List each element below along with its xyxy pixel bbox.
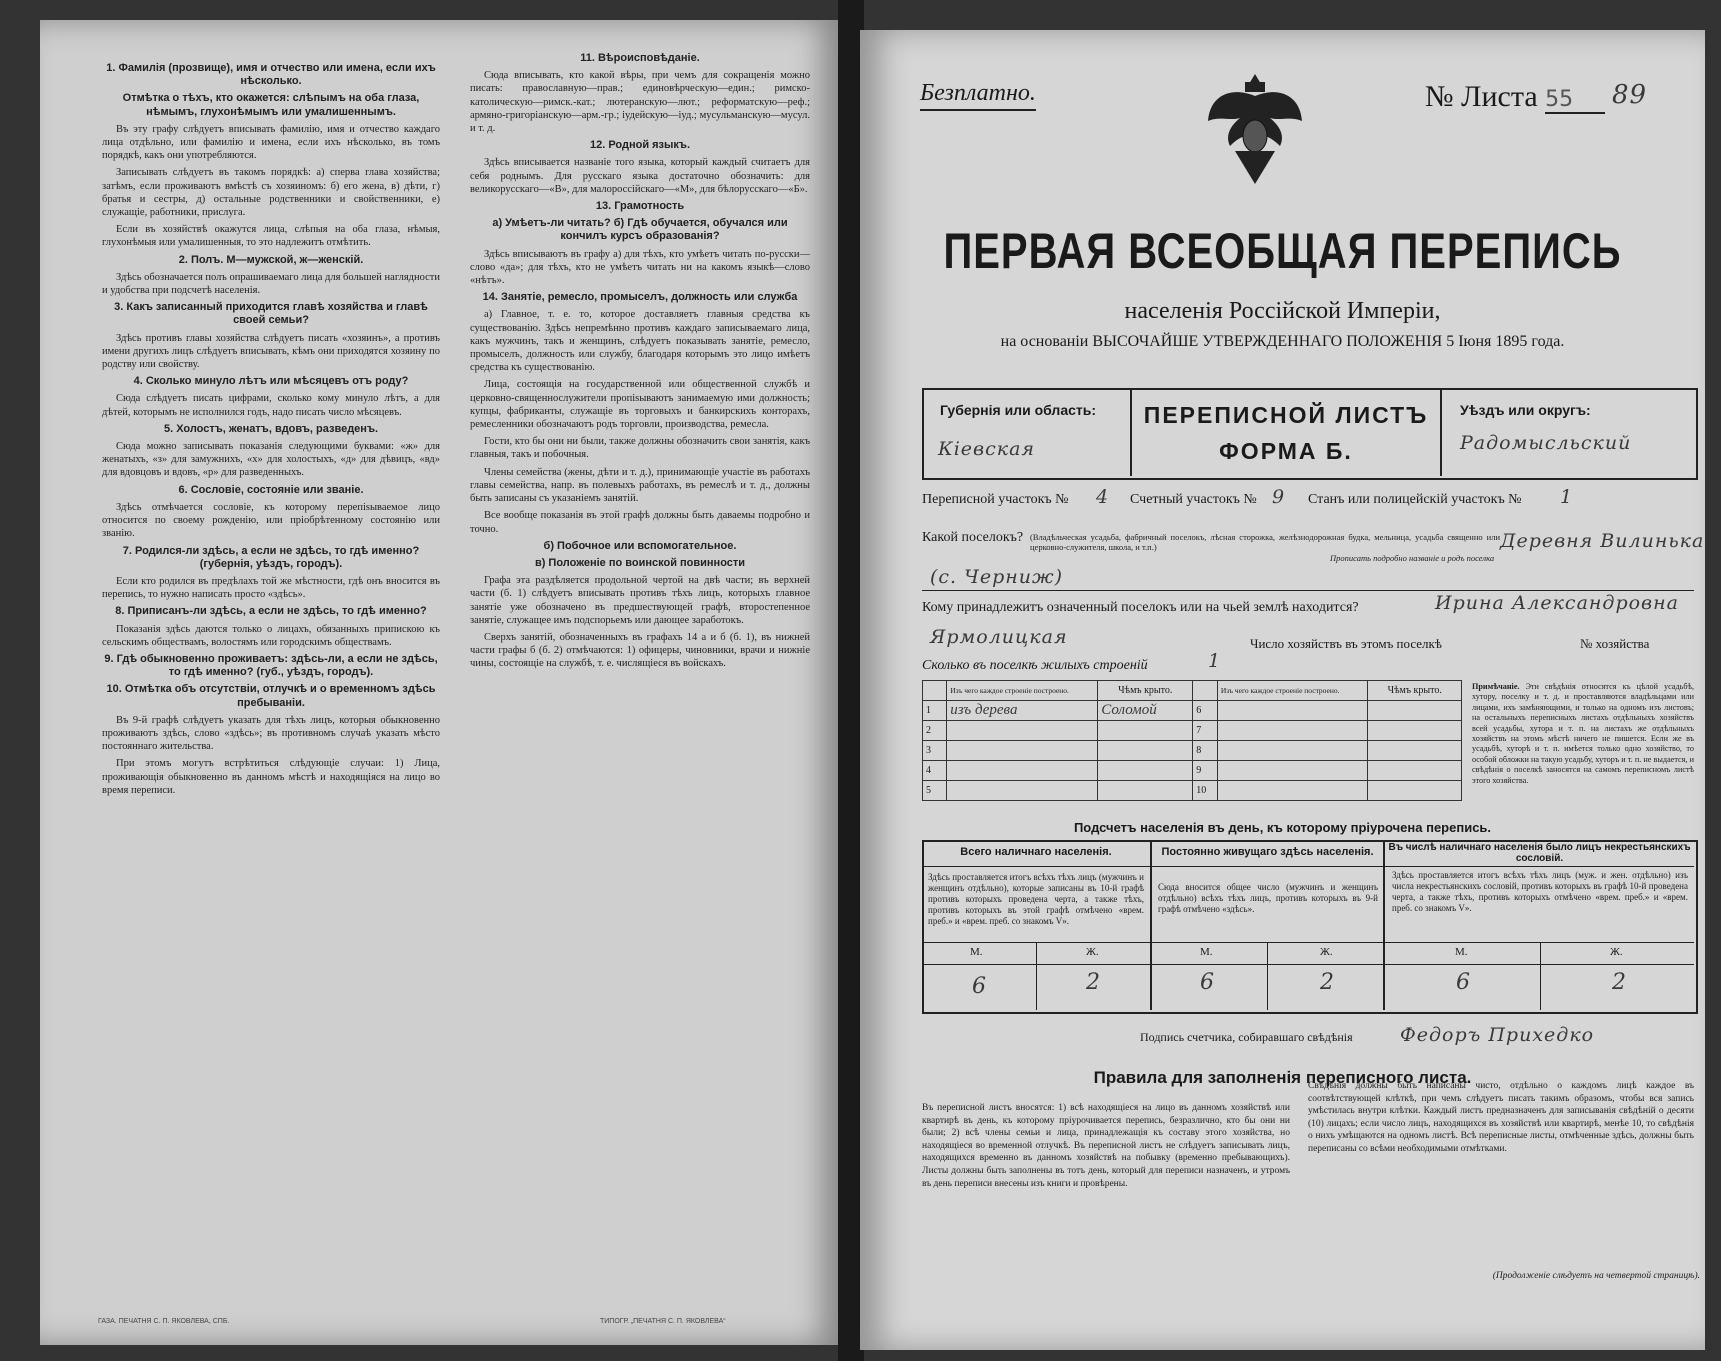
sheet-number	[1425, 80, 1605, 114]
row-number: 4	[923, 761, 947, 781]
divider	[1540, 942, 1541, 1010]
census-subtitle: населенія Россійской Имперіи,	[1124, 298, 1441, 324]
sheet-number-label: № Листа	[1425, 80, 1538, 113]
instruction-paragraph: Сюда слѣдуетъ писать цифрами, сколько кому минуло лѣтъ, а для дѣтей, которымъ не исполнился годъ, надо писать число мѣсяцевъ.	[102, 393, 440, 418]
guberniya-label: Губернія или область:	[940, 402, 1097, 418]
row-number: 3	[923, 741, 947, 761]
pop-perm-m-label: М.	[1200, 946, 1213, 958]
owner-value-line2: Ярмолицкая	[930, 626, 1068, 648]
row-number: 1	[923, 701, 947, 721]
instruction-paragraph: Здѣсь вписывается названіе того языка, который каждый считаетъ для себя роднымъ. Для русскаго языка достаточно обозначить: для великорусскаго—«В», для малороссійскаго—«М», для бѣлорусскаго—«Б».	[470, 157, 810, 195]
instruction-paragraph: Сюда можно записывать показанія следующими буквами: «ж» для женатыхъ, «з» для замужнихъ, «х» для холостыхъ, «д» для дѣвицъ, «вд» для вдовцовъ и вдовъ, «р» для разведенныхъ.	[102, 441, 440, 479]
instruction-paragraph: Здѣсь вписываютъ въ графу а) для тѣхъ, кто умѣетъ читать по-русски—слово «да»; для тѣхъ, кто не умѣетъ читать ни на какомъ языкѣ—слово «нѣтъ».	[470, 248, 810, 287]
pop-desc-total: Здѣсь проставляется итогъ всѣхъ тѣхъ лицъ (мужчинъ и женщинъ отдѣльно), которые записаны въ 10-й графѣ противъ которыхъ проведена черта, а также тѣхъ, противъ которыхъ въ этой графѣ отмѣчено «врем. преб.» и «врем. преб. со знакомъ V».	[928, 872, 1144, 926]
divider	[1036, 942, 1037, 1010]
instruction-paragraph: Графа эта раздѣляется продольной чертой на двѣ части; въ верхней части (б. 1) слѣдуетъ вписывать противъ тѣхъ лицъ, которыхъ главное занятіе уже обозначено въ предшествующей графѣ, второстепенное занятіе, служащее имъ подспорьемъ или дающее заработокъ.	[470, 575, 810, 626]
divider	[1440, 388, 1442, 476]
divider	[922, 866, 1694, 867]
col-header-material: Изъ чего каждое строеніе построено.	[947, 681, 1098, 701]
printer-footer-left: ГАЗА. ПЕЧАТНЯ С. П. ЯКОВЛЕВА, СПБ.	[98, 1318, 230, 1325]
sheet-number-value: 55	[1545, 87, 1605, 114]
section-heading: 7. Родился-ли здѣсь, а если не здѣсь, то гдѣ именно? (губернія, уѣздъ, городъ).	[122, 544, 420, 570]
instructions-column-1	[102, 58, 440, 801]
buildings-note	[1472, 682, 1694, 786]
divider	[922, 590, 1694, 591]
pop-col-total: Всего наличнаго населенія.	[960, 846, 1112, 858]
row-number: 9	[1193, 761, 1218, 781]
instruction-paragraph: Лица, состоящія на государственной или общественной службѣ и церковно-священнослужители пропisываютъ занимаемую ими должность; купцы, фабриканты, служащіе въ торговыхъ и банкирскихъ конторахъ, ремесленники обозначаютъ родъ торговли, производства, ремесла.	[470, 379, 810, 431]
sheet-corner-number: 89	[1612, 80, 1648, 110]
district-label: Переписной участокъ №	[922, 492, 1069, 507]
households-label: Число хозяйствъ въ этомъ поселкѣ	[1250, 636, 1442, 651]
pop-desc-nonpeasant: Здѣсь проставляется итогъ всѣхъ тѣхъ лицъ (муж. и жен. отдѣльно) изъ числа некрестьянскихъ сословій, противъ которыхъ въ графѣ 10-й проведена черта, а также тѣхъ, противъ которыхъ отмѣчено «врем. преб.» и «врем. преб. со знакомъ V».	[1392, 870, 1688, 913]
divider	[922, 964, 1694, 965]
stan-label: Станъ или полицейскій участокъ №	[1308, 492, 1522, 507]
pop-nonpeasant-m-label: М.	[1455, 946, 1468, 958]
divider	[922, 942, 1694, 943]
section-heading: в) Положеніе по воинской повинности	[534, 556, 746, 569]
pop-total-m: 6	[972, 974, 987, 999]
rules-right: Свѣдѣнія должны быть написаны чисто, отдѣльно о каждомъ лицѣ каждое въ соотвѣтствующей клѣткѣ, при чемъ слѣдуетъ писать такимъ образомъ, чтобы вся запись умѣстилась внутри клѣтки. Каждый листъ предназначенъ для записыванія свѣдѣній о десяти (10) лицахъ; если число лицъ, находящихся въ хозяйствѣ или квартирѣ, менѣе 10, то свѣдѣнія о нихъ умѣщаются на одномъ листѣ. Всѣ переписные листы, отмѣченные здѣсь, должны быть переписаны со всѣми необходимыми отмѣтками.	[1308, 1081, 1694, 1154]
buildings-table	[922, 680, 1462, 801]
pop-nonpeasant-m: 6	[1456, 970, 1471, 995]
section-heading: Отмѣтка о тѣхъ, кто окажется: слѣпымъ на оба глаза, нѣмымъ, глухонѣмымъ или умалишеннымъ.	[122, 92, 420, 118]
col-header-material: Изъ чего каждое строеніе построено.	[1217, 681, 1368, 701]
count-label: Счетный участокъ №	[1130, 492, 1257, 507]
row-number: 7	[1193, 721, 1218, 741]
row-number: 2	[923, 721, 947, 741]
section-heading: 4. Сколько минуло лѣтъ или мѣсяцевъ отъ роду?	[133, 375, 409, 388]
uezd-label: Уѣздъ или округъ:	[1460, 402, 1591, 418]
household-no-label: № хозяйства	[1580, 636, 1650, 651]
pop-total-zh: 2	[1086, 970, 1101, 995]
section-heading: 1. Фамилія (прозвище), имя и отчество или имена, если ихъ нѣсколько.	[106, 62, 436, 88]
instructions-column-2	[470, 48, 810, 675]
left-page	[40, 20, 840, 1345]
row-number: 10	[1193, 781, 1218, 801]
pop-total-zh-label: Ж.	[1086, 946, 1099, 958]
instruction-paragraph: Въ эту графу слѣдуетъ вписывать фамилію, имя и отчество каждаго лица отдѣльно, или фамилію и имена, если ихъ нѣсколько, въ томъ порядкѣ, какъ они употребляются.	[102, 123, 440, 162]
section-heading: 14. Занятіе, ремесло, промыселъ, должность или служба	[482, 291, 798, 304]
settlement-label: Какой поселокъ?	[922, 530, 1024, 545]
free-label: Безплатно.	[920, 80, 1036, 111]
form-subtitle: ФОРМА Б.	[1219, 438, 1353, 464]
instruction-paragraph: а) Главное, т. е. то, которое доставляетъ главныя средства къ существованію. Здѣсь непремѣнно противъ каждаго записываемаго лица, какъ мужчинъ, такъ и женщинъ, слѣдуетъ показывать занятіе, ремесло, промыселъ, должность или службу, благодаря которымъ это лицо имѣетъ средства къ существованію.	[470, 309, 810, 374]
instruction-paragraph: Сверхъ занятій, обозначенныхъ въ графахъ 14 а и б (б. 1), въ нижней части графы б (б. 2) отмѣчаются: 1) офицеры, чиновники, врачи и нижніе чины, состоящіе на службѣ, т. е. числящіеся въ войскахъ.	[470, 631, 810, 670]
section-heading: а) Умѣетъ-ли читать? б) Гдѣ обучается, обучался или кончилъ курсъ образованія?	[492, 217, 788, 243]
section-heading: 8. Приписанъ-ли здѣсь, а если не здѣсь, то гдѣ именно?	[115, 605, 427, 618]
col-header-roof: Чѣмъ крыто.	[1098, 681, 1193, 701]
pop-perm-m: 6	[1200, 970, 1215, 995]
row-number: 8	[1193, 741, 1218, 761]
section-heading: 10. Отмѣтка объ отсутствіи, отлучкѣ и о временномъ здѣсь пребываніи.	[106, 683, 436, 709]
pop-total-m-label: М.	[970, 946, 983, 958]
row-number: 5	[923, 781, 947, 801]
rules-title: Правила для заполненія переписного листа.	[1093, 1068, 1472, 1087]
instruction-paragraph: Записывать слѣдуетъ въ такомъ порядкѣ: а) сперва глава хозяйства; затѣмъ, если проживаютъ вмѣстѣ съ хозяиномъ: б) его жена, в) дѣти, г) братья и сестры, д) остальные родственники и свойственники, е) служащіе, работники, прислуга.	[102, 167, 440, 219]
divider	[1267, 942, 1268, 1010]
instruction-paragraph: Здѣсь обозначается полъ опрашиваемаго лица для большей наглядности и удобства при подсчетѣ населенія.	[102, 271, 440, 297]
rules-continue: (Продолженіе слѣдуетъ на четвертой страницѣ).	[1492, 1271, 1700, 1281]
guberniya-value: Кіевская	[938, 438, 1035, 460]
row1-material: изъ дерева	[947, 701, 1098, 721]
count-value: 9	[1272, 486, 1286, 508]
row1-roof: Соломой	[1098, 701, 1193, 721]
buildings-label: Сколько въ поселкѣ жилыхъ строеній	[922, 658, 1148, 673]
settlement-value-line1: Деревня Вилинька	[1500, 530, 1705, 552]
imperial-eagle-emblem	[1200, 66, 1310, 196]
instruction-paragraph: Гости, кто бы они ни были, также должны обозначить свои занятія, какъ главныя, такъ и побочныя.	[470, 436, 810, 461]
section-heading: б) Побочное или вспомогательное.	[543, 539, 737, 552]
pop-nonpeasant-zh: 2	[1612, 970, 1627, 995]
col-header-roof: Чѣмъ крыто.	[1368, 681, 1462, 701]
signature-value: Федоръ Прихедко	[1400, 1024, 1595, 1046]
pop-nonpeasant-zh-label: Ж.	[1610, 946, 1623, 958]
section-heading: 11. Вѣроисповѣданіе.	[580, 52, 700, 64]
district-value: 4	[1096, 486, 1110, 508]
instruction-paragraph: При этомъ могутъ встрѣтиться слѣдующіе случаи: 1) Лица, проживающія обыкновенно въ данномъ мѣстѣ и находящіяся на лицо во время переписи.	[102, 758, 440, 796]
uezd-value: Радомысльский	[1460, 432, 1632, 454]
settlement-value-line2: (с. Черниж)	[930, 566, 1063, 588]
note-label: Примѣчаніе.	[1472, 682, 1520, 691]
row-number: 6	[1193, 701, 1218, 721]
rules-left: Въ переписной листъ вносятся: 1) всѣ находящіеся на лицо въ данномъ хозяйствѣ или квартирѣ въ день, къ которому пріурочивается перепись, безразлично, кто бы они ни были; 2) всѣ члены семьи и лица, принадлежащія къ составу этого хозяйства, но находящіеся во временной отлучкѣ. Въ переписной листъ не слѣдуетъ записывать лицъ, находящихся временно въ данномъ хозяйствѣ на побывку (временно пребывающихъ). Листы должны быть заполнены въ тотъ день, который для переписи назначенъ, и утромъ въ день переписи внесены изъ книги и провѣрены.	[922, 1103, 1290, 1189]
section-heading: 13. Грамотность	[595, 200, 685, 213]
instruction-paragraph: Если въ хозяйствѣ окажутся лица, слѣпыя на оба глаза, нѣмыя, глухонѣмыя или умалишенныя, то это надлежитъ отмѣтить.	[102, 224, 440, 249]
instruction-paragraph: Здѣсь отмѣчается сословіе, къ которому перепisываемое лицо относится по своему рожденію, или пріобрѣтенному состоянію или званію.	[102, 501, 440, 540]
instruction-paragraph: Если кто родился въ предѣлахъ той же мѣстности, гдѣ онъ вносится въ перепись, то нужно написать просто «здѣсь».	[102, 575, 440, 601]
settlement-note2: Прописать подробно названіе и родъ поселка	[1330, 553, 1495, 563]
instruction-paragraph: Все вообще показанія въ этой графѣ должны быть даваемы подробно и точно.	[470, 510, 810, 535]
pop-perm-zh-label: Ж.	[1320, 946, 1333, 958]
form-title: ПЕРЕПИСНОЙ ЛИСТЪ	[1143, 402, 1429, 428]
section-heading: 2. Полъ. М—мужской, ж—женскій.	[178, 253, 364, 266]
instruction-paragraph: Показанія здѣсь даются только о лицахъ, обязанныхъ припискою къ сельскимъ обществамъ, волостямъ или городскимъ обществамъ.	[102, 623, 440, 648]
settlement-note: (Владѣльческая усадьба, фабричный поселокъ, лѣсная сторожка, желѣзнодорожная будка, мельница, усадьба священно или церковно-служителя, школа, и т.п.)	[1030, 532, 1500, 552]
instruction-paragraph: Въ 9-й графѣ слѣдуетъ указать для тѣхъ лицъ, которыя обыкновенно проживаютъ здѣсь, слово «здѣсь»; въ противномъ случаѣ указать мѣсто постояннаго жительства.	[102, 714, 440, 753]
owner-value-line1: Ирина Александровна	[1435, 592, 1679, 614]
pop-col-nonpeasant: Въ числѣ наличнаго населенія было лицъ некрестьянскихъ сословій.	[1388, 842, 1691, 864]
instruction-paragraph: Сюда вписывать, кто какой вѣры, при чемъ для сокращенія можно писать: православную—прав.; единовѣрческую—един.; римско-католическую—римск.-кат.; лютеранскую—лют.; реформатскую—реф.; армяно-григоріанскую—арм.-гр.; іудейскую—іуд.; мусульманскую—мусул. и т. д.	[470, 70, 810, 135]
pop-col-permanent: Постоянно живущаго здѣсь населенія.	[1161, 846, 1374, 858]
stan-value: 1	[1560, 486, 1574, 508]
owner-label: Кому принадлежитъ означенный поселокъ или на чьей землѣ находится?	[922, 600, 1359, 615]
buildings-value: 1	[1208, 650, 1222, 672]
population-title: Подсчетъ населенія въ день, къ которому пріурочена перепись.	[1073, 820, 1492, 835]
census-title: ПЕРВАЯ ВСЕОБЩАЯ ПЕРЕПИСЬ	[943, 224, 1622, 280]
section-heading: 5. Холостъ, женатъ, вдовъ, разведенъ.	[163, 422, 379, 435]
census-decree-line: на основаніи ВЫСОЧАЙШЕ УТВЕРЖДЕННАГО ПОЛОЖЕНІЯ 5 Іюня 1895 года.	[1000, 333, 1565, 350]
pop-perm-zh: 2	[1320, 970, 1335, 995]
signature-label: Подпись счетчика, собиравшаго свѣдѣнія	[1140, 1030, 1353, 1044]
section-heading: 6. Сословіе, состояніе или званіе.	[178, 483, 364, 496]
pop-desc-permanent: Сюда вносится общее число (мужчинъ и женщинъ отдѣльно) всѣхъ тѣхъ лицъ, противъ которыхъ въ 9-й графѣ отмѣчено «здѣсь».	[1158, 882, 1378, 914]
right-page	[860, 30, 1705, 1350]
instruction-paragraph: Здѣсь противъ главы хозяйства слѣдуетъ писать «хозяинъ», а противъ имени другихъ лицъ слѣдуетъ вписывать, кѣмъ они приходятся хозяину по родству или свойству.	[102, 332, 440, 371]
section-heading: 9. Гдѣ обыкновенно проживаетъ: здѣсь-ли, а если не здѣсь, то гдѣ именно? (губ., уѣздъ, городъ).	[104, 652, 438, 679]
section-heading: 3. Какъ записанный приходится главѣ хозяйства и главѣ своей семьи?	[114, 301, 428, 327]
printer-footer-right: ТИПОГР. „ПЕЧАТНЯ С. П. ЯКОВЛЕВА“	[600, 1318, 726, 1325]
note-text: Эти свѣдѣнія относятся къ цѣлой усадьбѣ, хутору, поселку и т. д. и проставляются владѣльцами или лицами, ихъ замѣняющими, и только на одномъ изъ листовъ; на остальныхъ переписныхъ листахъ отдѣльныхъ хозяйствъ всей усадьбы, хутора и т. п. на листахъ же отдѣльныхъ хозяйствъ на этомъ мѣстѣ ничего не пишется. Если же въ усадьбѣ, хуторѣ и т. п. имѣется только одно хозяйство, то особой обложки на такую усадьбу, хуторъ и т. п. не выдается, и свѣдѣнія о поселкѣ заносятся на самомъ переписномъ листѣ этого хозяйства.	[1472, 682, 1694, 785]
section-heading: 12. Родной языкъ.	[589, 139, 690, 152]
instruction-paragraph: Члены семейства (жены, дѣти и т. д.), принимающіе участіе въ работахъ главы семейства, напр. въ полевыхъ работахъ, въ ремеслѣ и т. д., должны быть записаны съ указаніемъ занятій.	[470, 466, 810, 505]
